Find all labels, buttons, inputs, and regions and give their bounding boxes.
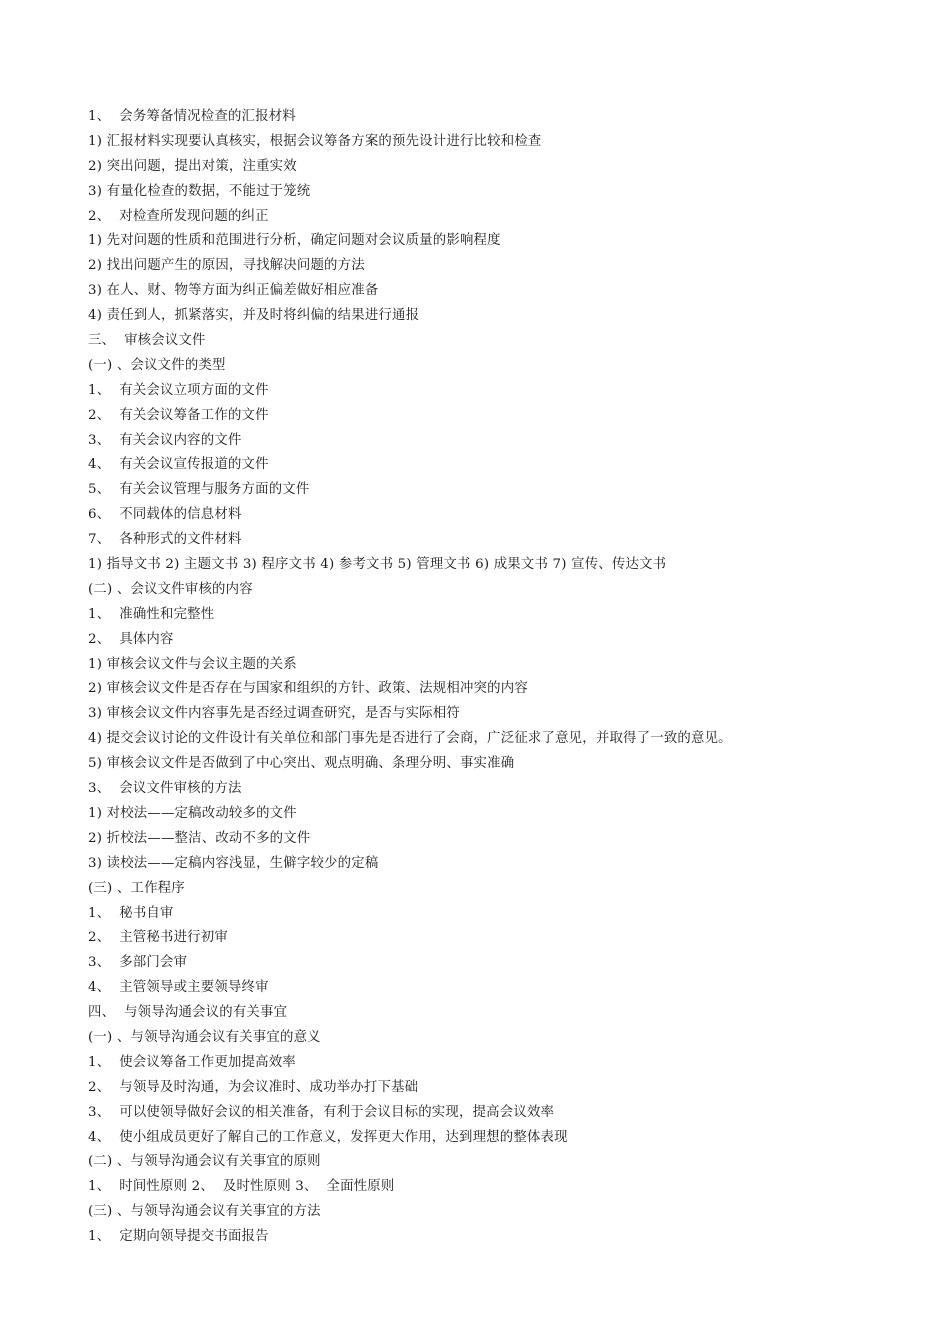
subsection-heading: (三) 、工作程序 — [88, 880, 185, 896]
text-line: 1) 对校法——定稿改动较多的文件 — [88, 805, 297, 821]
text-line: 3、 可以使领导做好会议的相关准备，有利于会议目标的实现，提高会议效率 — [88, 1104, 555, 1120]
text-line: 2) 找出问题产生的原因，寻找解决问题的方法 — [88, 258, 365, 274]
text-line: 1) 指导文书 2) 主题文书 3) 程序文书 4) 参考文书 5) 管理文书 6) 成果文书 7) 宣传、传达文书 — [88, 557, 667, 573]
text-line: 1) 先对问题的性质和范围进行分析，确定问题对会议质量的影响程度 — [88, 233, 501, 249]
text-line: 5、 有关会议管理与服务方面的文件 — [88, 482, 310, 498]
text-line: 2、 有关会议筹备工作的文件 — [88, 407, 269, 423]
text-line: 4、 有关会议宣传报道的文件 — [88, 457, 269, 473]
section-heading: 三、 审核会议文件 — [88, 333, 206, 349]
subsection-heading: (三) 、与领导沟通会议有关事宜的方法 — [88, 1204, 321, 1220]
text-line: 2、 具体内容 — [88, 631, 174, 647]
text-line: 1、 定期向领导提交书面报告 — [88, 1229, 269, 1245]
text-line: 2) 折校法——整洁、改动不多的文件 — [88, 830, 311, 846]
text-line: 1、 时间性原则 2、 及时性原则 3、 全面性原则 — [88, 1179, 395, 1195]
text-line: 1) 审核会议文件与会议主题的关系 — [88, 656, 297, 672]
text-line: 3、 会议文件审核的方法 — [88, 781, 242, 797]
subsection-heading: (二) 、与领导沟通会议有关事宜的原则 — [88, 1154, 321, 1170]
text-line: 2) 突出问题，提出对策，注重实效 — [88, 158, 297, 174]
text-line: 4、 主管领导或主要领导终审 — [88, 980, 269, 996]
text-line: 1、 秘书自审 — [88, 905, 174, 921]
text-line: 1、 使会议筹备工作更加提高效率 — [88, 1054, 296, 1070]
text-line: 4) 责任到人，抓紧落实，并及时将纠偏的结果进行通报 — [88, 308, 420, 324]
text-line: 1、 有关会议立项方面的文件 — [88, 382, 269, 398]
text-line: 4) 提交会议讨论的文件设计有关单位和部门事先是否进行了会商，广泛征求了意见，并取得了一致的意见。 — [88, 731, 732, 747]
subsection-heading: (一) 、会议文件的类型 — [88, 357, 226, 373]
text-line: 4、 使小组成员更好了解自己的工作意义，发挥更大作用，达到理想的整体表现 — [88, 1129, 568, 1145]
subsection-heading: (一) 、与领导沟通会议有关事宜的意义 — [88, 1029, 321, 1045]
text-line: 2、 主管秘书进行初审 — [88, 930, 228, 946]
text-line: 1、 准确性和完整性 — [88, 606, 215, 622]
text-line: 1、 会务筹备情况检查的汇报材料 — [88, 109, 296, 124]
text-line: 7、 各种形式的文件材料 — [88, 532, 242, 548]
document-body — [88, 105, 888, 1250]
text-line: 2、 对检查所发现问题的纠正 — [88, 208, 269, 224]
text-line: 3) 读校法——定稿内容浅显，生僻字较少的定稿 — [88, 855, 379, 871]
text-line: 3) 在人、财、物等方面为纠正偏差做好相应准备 — [88, 283, 379, 299]
text-line: 2、 与领导及时沟通，为会议准时、成功举办打下基础 — [88, 1079, 419, 1095]
text-line: 1) 汇报材料实现要认真核实，根据会议筹备方案的预先设计进行比较和检查 — [88, 133, 542, 149]
section-heading: 四、 与领导沟通会议的有关事宜 — [88, 1005, 288, 1021]
text-line: 6、 不同载体的信息材料 — [88, 507, 242, 523]
text-line: 3) 有量化检查的数据，不能过于笼统 — [88, 183, 311, 199]
text-line: 3、 多部门会审 — [88, 955, 188, 971]
text-line: 3、 有关会议内容的文件 — [88, 432, 242, 448]
text-line: 5) 审核会议文件是否做到了中心突出、观点明确、条理分明、事实准确 — [88, 756, 515, 772]
text-line: 3) 审核会议文件内容事先是否经过调查研究，是否与实际相符 — [88, 706, 460, 722]
subsection-heading: (二) 、会议文件审核的内容 — [88, 581, 253, 597]
text-line: 2) 审核会议文件是否存在与国家和组织的方针、政策、法规相冲突的内容 — [88, 681, 528, 697]
